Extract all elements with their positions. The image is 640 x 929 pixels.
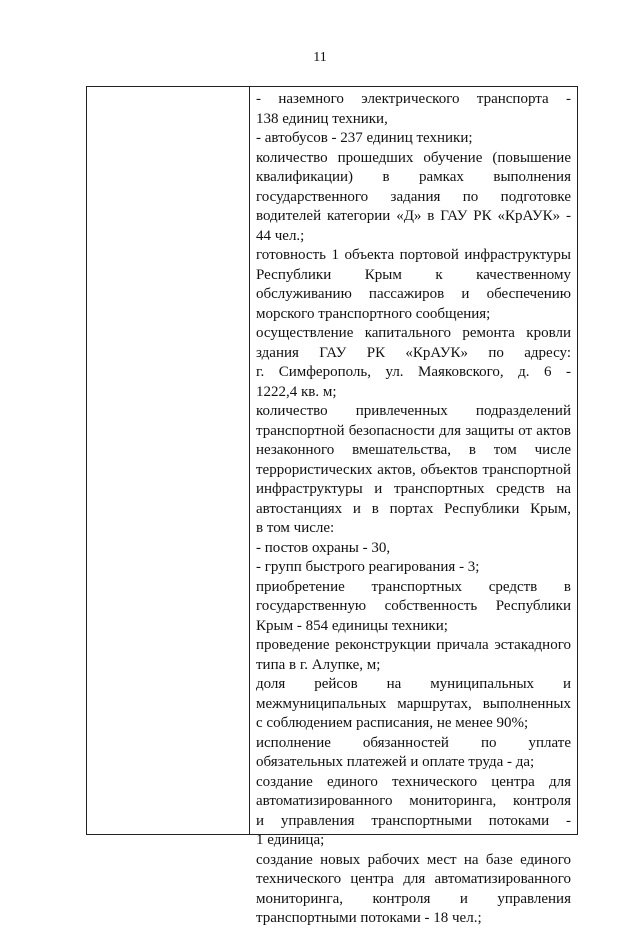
table-right-cell [250,87,577,929]
text-line: создание новых рабочих мест на базе единого [256,851,571,868]
text-line: транспортными потоками - 18 чел.; [256,910,482,926]
text-line: государственного задания по подготовке [256,188,571,205]
text-line: 1222,4 кв. м; [256,383,337,400]
text-line: Республики Крым к качественному [256,266,571,283]
text-line: - автобусов - 237 единиц техники; [256,130,473,146]
table-left-cell [87,87,250,834]
text-line: г. Симферополь, ул. Маяковского, д. 6 - [256,364,571,380]
text-line: и управления транспортными потоками - [256,812,571,829]
text-line: в том числе: [256,520,335,536]
content-table [86,86,578,926]
text-line: автоматизированного мониторинга, контроля [256,793,571,809]
text-line: незаконного вмешательства, в том числе [256,442,571,458]
text-line: здания ГАУ РК «КрАУК» по адресу: [256,344,571,361]
text-line: квалификации) в рамках выполнения [256,169,571,185]
text-line: Крым - 854 единицы техники; [256,617,448,634]
text-line: обязательных платежей и оплате труда - да; [256,754,535,770]
text-line: доля рейсов на муниципальных и [256,676,571,692]
text-line: морского транспортного сообщения; [256,305,491,322]
text-line: - наземного электрического транспорта - [256,91,571,107]
text-line: 1 единица; [256,832,325,848]
text-line: террористических актов, объектов транспортной [256,461,571,478]
page-number: 11 [313,50,327,65]
text-line: исполнение обязанностей по уплате [256,734,571,751]
text-line: с соблюдением расписания, не менее 90%; [256,715,529,731]
text-line: количество прошедших обучение (повышение [256,149,571,166]
text-line: обслуживанию пассажиров и обеспечению [256,286,571,302]
text-line: готовность 1 объекта портовой инфраструктуры [256,247,571,263]
text-line: межмуниципальных маршрутах, выполненных [256,695,571,712]
text-line: осуществление капитального ремонта кровли [256,325,571,341]
text-line: - постов охраны - 30, [256,539,391,556]
text-line: создание единого технического центра для [256,773,571,790]
text-line: водителей категории «Д» в ГАУ РК «КрАУК» - [256,208,571,224]
text-line: мониторинга, контроля и управления [256,890,571,907]
text-line: - групп быстрого реагирования - 3; [256,559,480,575]
text-line: приобретение транспортных средств в [256,578,571,595]
text-line: транспортной безопасности для защиты от актов [256,422,571,439]
text-line: государственную собственность Республики [256,598,571,614]
text-line: проведение реконструкции причала эстакадного [256,637,571,653]
text-line: количество привлеченных подразделений [256,403,571,419]
text-line: технического центра для автоматизированного [256,871,571,887]
text-line: автостанциях и в портах Республики Крым, [256,500,571,517]
text-line: типа в г. Алупке, м; [256,656,381,673]
text-line: 44 чел.; [256,227,305,244]
text-line: 138 единиц техники, [256,110,388,127]
text-line: инфраструктуры и транспортных средств на [256,481,571,497]
